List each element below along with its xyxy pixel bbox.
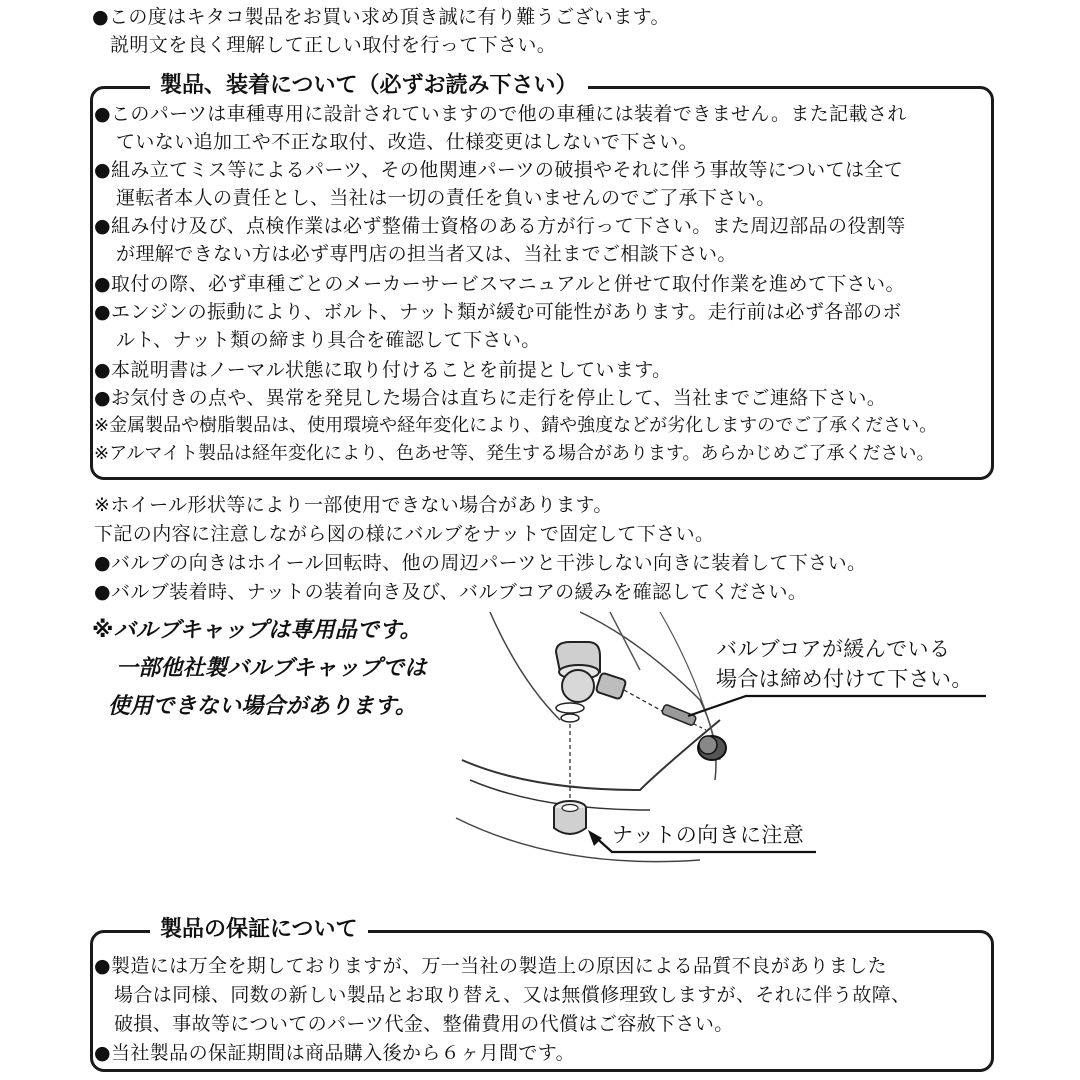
- warranty-line: 場合は同様、同数の新しい製品とお取り替え、又は無償修理致しますが、それに伴う故障、: [114, 984, 911, 1006]
- warranty-line: 破損、事故等についてのパーツ代金、整備費用の代償はご容赦下さい。: [114, 1013, 734, 1035]
- install-section-title: 製品、装着について（必ずお読み下さい）: [150, 71, 588, 101]
- install-line: ●お気付きの点や、異常を発見した場合は直ちに走行を停止して、当社までご連絡下さい。: [94, 387, 887, 409]
- callout-nut-direction: ナットの向きに注意: [612, 823, 805, 847]
- note-line: ●バルブ装着時、ナットの装着向き及び、バルブコアの緩みを確認してください。: [94, 581, 808, 603]
- install-line: ルト、ナット類の締まり具合を確認して下さい。: [116, 329, 541, 351]
- install-line: 運転者本人の責任とし、当社は一切の責任を負いませんのでご了承下さい。: [116, 187, 776, 209]
- cap-warning-line: ※バルブキャップは専用品です。: [92, 618, 422, 643]
- install-line: ●組み付け及び、点検作業は必ず整備士資格のある方が行って下さい。また周辺部品の役割等: [94, 215, 906, 237]
- cap-warning-line: 使用できない場合があります。: [108, 694, 418, 719]
- note-line: ※ホイール形状等により一部使用できない場合があります。: [94, 494, 613, 516]
- install-note: ※金属製品や樹脂製品は、使用環境や経年変化により、錆や強度などが劣化しますのでご了承ください。: [94, 415, 938, 436]
- warranty-line: ●製造には万全を期しておりますが、万一当社の製造上の原因による品質不良がありました: [94, 955, 887, 977]
- install-note: ※アルマイト製品は経年変化により、色あせ等、発生する場合があります。あらかじめご了承ください。: [94, 443, 935, 464]
- install-line: ●組み立てミス等によるパーツ、その他関連パーツの破損やそれに伴う事故等については全て: [94, 159, 904, 181]
- warranty-section-title: 製品の保証について: [150, 915, 368, 945]
- install-line: ●取付の際、必ず車種ごとのメーカーサービスマニュアルと併せて取付作業を進めて下さい。: [94, 273, 905, 295]
- callout-valve-core-line-2: 場合は締め付けて下さい。: [716, 667, 973, 691]
- install-line: ●このパーツは車種専用に設計されていますので他の車種には装着できません。また記載され: [94, 103, 907, 125]
- intro-line-2: 説明文を良く理解して正しい取付を行って下さい。: [110, 34, 557, 56]
- install-line: が理解できない方は必ず専門店の担当者又は、当社までご相談下さい。: [116, 243, 737, 265]
- cap-warning-line: 一部他社製バルブキャップでは: [116, 656, 427, 681]
- install-line: ●本説明書はノーマル状態に取り付けることを前提としています。: [94, 359, 672, 381]
- install-line: ていない追加工や不正な取付、改造、仕様変更はしないで下さい。: [116, 131, 699, 153]
- note-line: ●バルブの向きはホイール回転時、他の周辺パーツと干渉しない向きに装着して下さい。: [94, 552, 867, 574]
- install-line: ●エンジンの振動により、ボルト、ナット類が緩む可能性があります。走行前は必ず各部のボ: [94, 301, 902, 323]
- callout-valve-core-line-1: バルブコアが緩んでいる: [716, 637, 951, 661]
- intro-line-1: ●この度はキタコ製品をお買い求め頂き誠に有り難うございます。: [92, 6, 670, 28]
- warranty-line: ●当社製品の保証期間は商品購入後から６ヶ月間です。: [94, 1042, 576, 1064]
- note-line: 下記の内容に注意しながら図の様にバルブをナットで固定して下さい。: [94, 523, 715, 545]
